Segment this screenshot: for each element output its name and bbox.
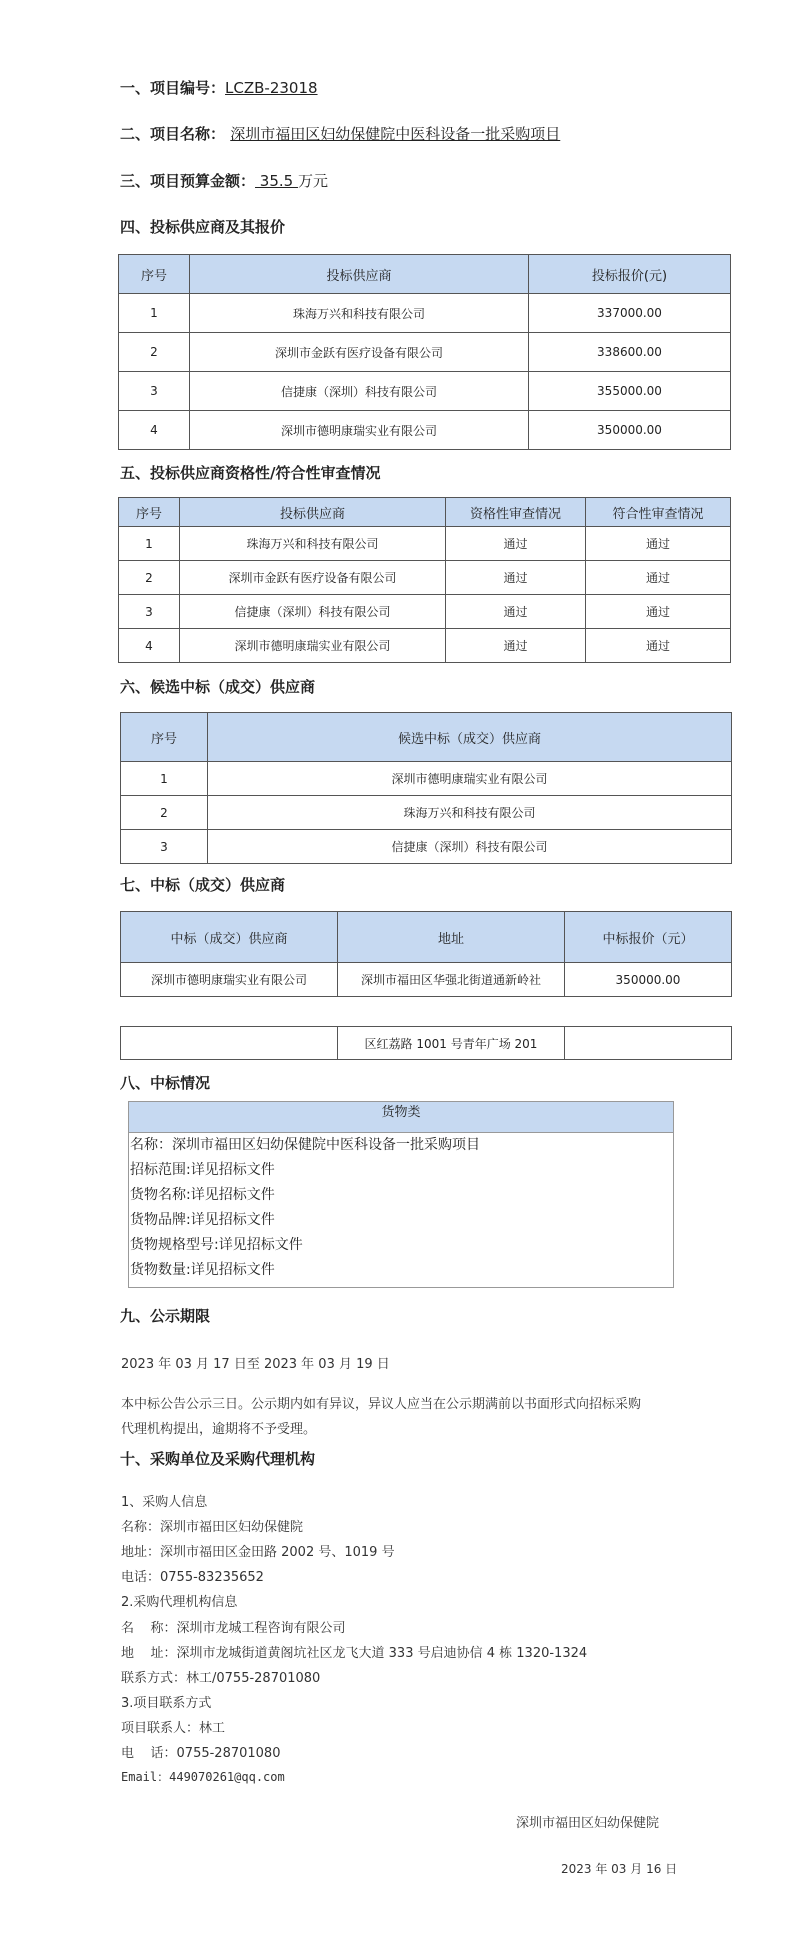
table-row <box>119 411 731 450</box>
bidders-table <box>118 254 731 450</box>
project-name-label: 二、项目名称： <box>120 125 226 143</box>
award-details-box <box>128 1101 674 1288</box>
contact-line: 项目联系人：林工 <box>121 1721 226 1736</box>
table-cell: 3 <box>119 372 190 411</box>
winner-table <box>120 911 732 997</box>
table-cell: 深圳市德明康瑞实业有限公司 <box>190 411 529 450</box>
col-header: 投标供应商 <box>180 498 446 527</box>
detail-line: 名称：深圳市福田区妇幼保健院中医科设备一批采购项目 <box>130 1137 480 1153</box>
table-cell: 通过 <box>586 527 731 561</box>
project-budget <box>120 170 328 191</box>
box-header: 货物类 <box>129 1102 673 1133</box>
contact-line: 名 称：深圳市龙城工程咨询有限公司 <box>121 1621 346 1636</box>
table-header-row <box>121 713 732 762</box>
col-header: 投标供应商 <box>190 255 529 294</box>
detail-line: 货物数量:详见招标文件 <box>130 1262 275 1278</box>
table-cell: 1 <box>119 294 190 333</box>
contact-line: 3.项目联系方式 <box>121 1696 212 1711</box>
budget-unit: 万元 <box>297 172 328 190</box>
col-header: 序号 <box>119 255 190 294</box>
section-4-title: 四、投标供应商及其报价 <box>120 218 286 236</box>
table-cell: 信捷康（深圳）科技有限公司 <box>208 830 732 864</box>
table-cell: 深圳市德明康瑞实业有限公司 <box>121 963 338 997</box>
table-cell: 深圳市德明康瑞实业有限公司 <box>180 629 446 663</box>
table-cell: 337000.00 <box>529 294 731 333</box>
col-header: 投标报价(元) <box>529 255 731 294</box>
section-6-title: 六、候选中标（成交）供应商 <box>120 678 316 696</box>
table-cell: 通过 <box>446 595 586 629</box>
contact-line: 地 址：深圳市龙城街道黄阁坑社区龙飞大道 333 号启迪协信 4 栋 1320-1324 <box>121 1646 588 1661</box>
section-5-title: 五、投标供应商资格性/符合性审查情况 <box>120 464 381 482</box>
contact-line: 1、采购人信息 <box>121 1495 208 1510</box>
table-cell: 355000.00 <box>529 372 731 411</box>
col-header: 中标报价（元） <box>565 912 732 963</box>
table-header-row <box>119 255 731 294</box>
table-cell: 2 <box>119 561 180 595</box>
table-row <box>121 796 732 830</box>
table-cell: 通过 <box>586 561 731 595</box>
table-cell: 4 <box>119 629 180 663</box>
table-cell: 1 <box>121 762 208 796</box>
table-header-row <box>119 498 731 527</box>
publicity-period: 2023 年 03 月 17 日至 2023 年 03 月 19 日 <box>121 1357 390 1372</box>
footer-date: 2023 年 03 月 16 日 <box>561 1862 678 1876</box>
table-row <box>119 294 731 333</box>
table-cell <box>121 1027 338 1060</box>
table-cell: 珠海万兴和科技有限公司 <box>208 796 732 830</box>
table-cell: 350000.00 <box>565 963 732 997</box>
col-header: 序号 <box>119 498 180 527</box>
table-cell: 深圳市福田区华强北街道通新岭社 <box>338 963 565 997</box>
section-8-title: 八、中标情况 <box>120 1074 211 1092</box>
detail-line: 招标范围:详见招标文件 <box>130 1162 275 1178</box>
col-header: 地址 <box>338 912 565 963</box>
table-cell: 深圳市金跃有医疗设备有限公司 <box>180 561 446 595</box>
footer-organization: 深圳市福田区妇幼保健院 <box>516 1816 660 1831</box>
table-cell: 通过 <box>446 561 586 595</box>
detail-line: 货物名称:详见招标文件 <box>130 1187 275 1203</box>
table-cell: 通过 <box>586 595 731 629</box>
candidates-table <box>120 712 732 864</box>
qualification-table <box>118 497 731 663</box>
col-header: 候选中标（成交）供应商 <box>208 713 732 762</box>
table-cell: 通过 <box>446 527 586 561</box>
table-cell: 区红荔路 1001 号青年广场 201 <box>338 1027 565 1060</box>
contact-line: 名称：深圳市福田区妇幼保健院 <box>121 1520 304 1535</box>
table-cell: 3 <box>121 830 208 864</box>
col-header: 序号 <box>121 713 208 762</box>
table-row <box>121 762 732 796</box>
col-header: 资格性审查情况 <box>446 498 586 527</box>
budget-label: 三、项目预算金额： <box>120 172 256 190</box>
table-row <box>121 963 732 997</box>
detail-line: 货物品牌:详见招标文件 <box>130 1212 275 1228</box>
table-row <box>119 561 731 595</box>
table-cell: 通过 <box>586 629 731 663</box>
email-line: Email：449070261@qq.com <box>121 1770 285 1784</box>
project-number-value: LCZB-23018 <box>225 79 318 97</box>
table-row <box>121 830 732 864</box>
project-name-value: 深圳市福田区妇幼保健院中医科设备一批采购项目 <box>230 125 561 143</box>
table-row <box>119 595 731 629</box>
table-cell: 1 <box>119 527 180 561</box>
section-10-title: 十、采购单位及采购代理机构 <box>120 1450 316 1468</box>
contact-line: 电 话：0755-28701080 <box>121 1746 281 1761</box>
table-cell: 珠海万兴和科技有限公司 <box>190 294 529 333</box>
col-header: 中标（成交）供应商 <box>121 912 338 963</box>
table-cell: 4 <box>119 411 190 450</box>
table-cell: 信捷康（深圳）科技有限公司 <box>190 372 529 411</box>
table-cell: 2 <box>121 796 208 830</box>
contact-line: 电话：0755-83235652 <box>121 1570 264 1585</box>
table-row <box>119 372 731 411</box>
table-cell <box>565 1027 732 1060</box>
table-cell: 信捷康（深圳）科技有限公司 <box>180 595 446 629</box>
contact-line: 地址：深圳市福田区金田路 2002 号、1019 号 <box>121 1545 395 1560</box>
winner-table-continued <box>120 1026 732 1060</box>
table-cell: 350000.00 <box>529 411 731 450</box>
project-number-label: 一、项目编号： <box>120 79 226 97</box>
table-row <box>119 527 731 561</box>
notice-line: 代理机构提出，逾期将不予受理。 <box>121 1422 317 1437</box>
table-cell: 338600.00 <box>529 333 731 372</box>
contact-line: 联系方式：林工/0755-28701080 <box>121 1671 321 1686</box>
section-7-title: 七、中标（成交）供应商 <box>120 876 286 894</box>
table-cell: 2 <box>119 333 190 372</box>
project-name <box>120 123 560 144</box>
contact-line: 2.采购代理机构信息 <box>121 1595 238 1610</box>
table-row <box>119 333 731 372</box>
table-header-row <box>121 912 732 963</box>
table-cell: 3 <box>119 595 180 629</box>
col-header: 符合性审查情况 <box>586 498 731 527</box>
detail-line: 货物规格型号:详见招标文件 <box>130 1237 303 1253</box>
table-row <box>121 1027 732 1060</box>
table-cell: 珠海万兴和科技有限公司 <box>180 527 446 561</box>
table-cell: 深圳市金跃有医疗设备有限公司 <box>190 333 529 372</box>
notice-line: 本中标公告公示三日。公示期内如有异议，异议人应当在公示期满前以书面形式向招标采购 <box>121 1397 642 1412</box>
table-cell: 通过 <box>446 629 586 663</box>
section-9-title: 九、公示期限 <box>120 1307 211 1325</box>
budget-value: 35.5 <box>255 172 298 190</box>
table-cell: 深圳市德明康瑞实业有限公司 <box>208 762 732 796</box>
project-number <box>120 77 318 98</box>
table-row <box>119 629 731 663</box>
